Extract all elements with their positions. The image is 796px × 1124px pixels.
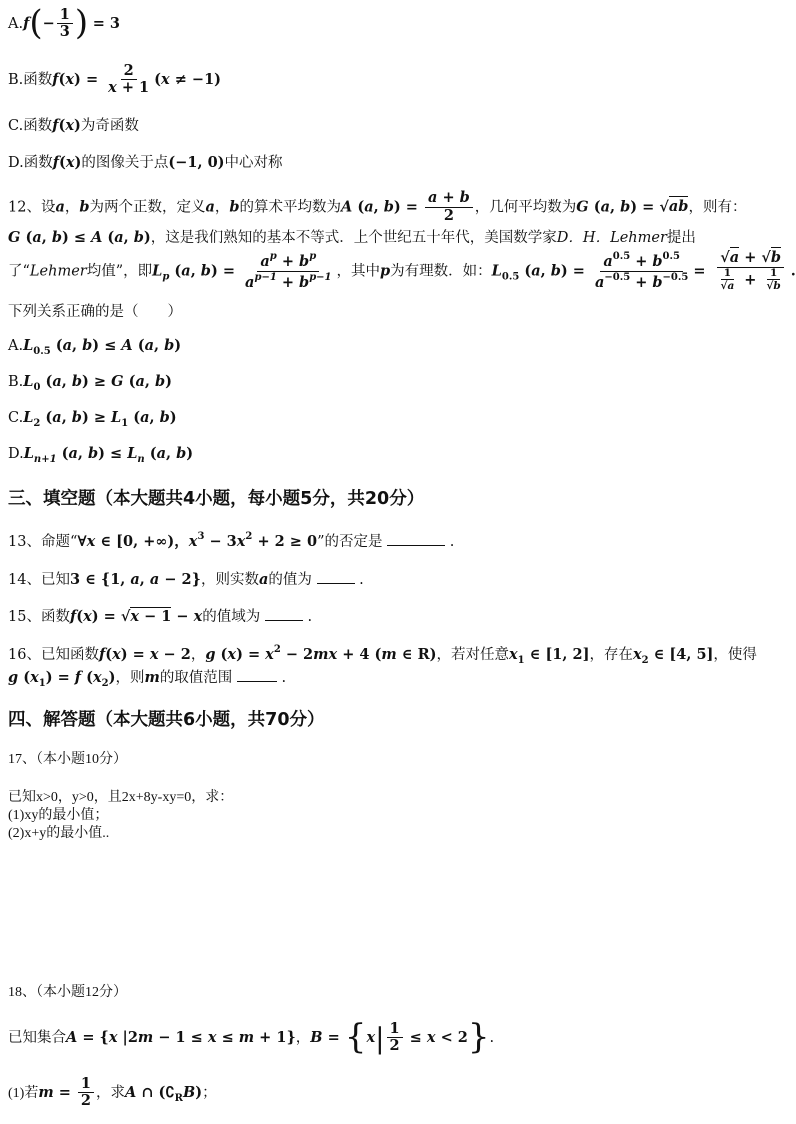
- q18-part-1: (1)若m = $\frac{1}{2}$ ，求A ∩ $(∁_RB)$；: [8, 1075, 217, 1109]
- fraction: $\frac{2}{x + 1}$: [108, 62, 150, 96]
- q11-option-b: B.函数f(x) = $\frac{2}{x + 1}$ (x ≠ −1): [8, 62, 222, 96]
- fraction: $\frac{1}{2}$: [387, 1021, 403, 1055]
- section-heading: 三、填空题（本大题共4小题，每小题5分，共20分）: [8, 489, 425, 509]
- answer-blank[interactable]: [237, 669, 277, 682]
- q14: 14、已知3 ∈ {1, a, a − 2}，则实数a的值为 .: [8, 571, 364, 588]
- q18-statement: 已知集合A = {x |2m − 1 ≤ x ≤ m + 1}，B = {x| $\frac{1}{2}$ ≤ x < 2}.: [8, 1017, 495, 1057]
- q12-prompt: 下列关系正确的是（ ）: [8, 304, 182, 320]
- q15: 15、函数f(x) = √x − 1 − x的值域为 .: [8, 608, 313, 625]
- q11-option-a: A.f(− $\frac{1}{3}$ ) = 3: [8, 3, 121, 43]
- fraction: √a + √b $\frac{1}{√a}$ + $\frac{1}{√b}$: [713, 250, 789, 293]
- q18-header: 18、（本小题12分）: [8, 985, 127, 1000]
- q12-option-a: $A.L_{0.5}$ (a, b) ≤ A (a, b): [8, 337, 182, 357]
- q11-option-d: D.函数f(x)的图像关于点(−1, 0)中心对称: [8, 154, 283, 171]
- fraction: $\frac{1}{3}$: [57, 7, 73, 41]
- fraction: $\frac{a^{0.5} + b^{0.5}}{a^{-0.5} + b^{-0.5}}$: [594, 250, 689, 291]
- option-label: A.: [8, 16, 24, 32]
- q12-line-1: 12、设a，b为两个正数，定义a，b的算术平均数为A (a, b) = $\frac{a + b}{2}$ ，几何平均数为G (a, b) = √ab，则有：: [8, 189, 747, 224]
- q17-line-2: (1)xy的最小值；: [8, 808, 109, 823]
- q11-option-c: C.函数f(x)为奇函数: [8, 117, 139, 134]
- section-heading: 四、解答题（本大题共6小题，共70分）: [8, 710, 325, 730]
- answer-blank[interactable]: [317, 571, 355, 584]
- q12-line-3: 了“Lehmer均值”，即$L_p$ (a, b) = $\frac{a^p + b^p}{a^{p-1} + b^{p-1}}$ ，其中p为有理数．如：$L_{0.5}$ (a, b) = $\frac{a^{0.5} + b^{0.5}}{a^{-0.5} + b^{-0.5}}$ = √a + √b $\frac{1}{√a}$ + $\frac{1}{√b}$ .: [8, 249, 796, 293]
- q16-line-2: g $(x_1) = f$ $(x_2)$，则m的取值范围 .: [8, 669, 287, 689]
- q12-option-d: $D.L_{n+1}$ (a, $b) \le L_n$ (a, b): [8, 445, 194, 465]
- q17-line-3: (2)x+y的最小值..: [8, 826, 110, 841]
- q17-header: 17、（本小题10分）: [8, 752, 127, 767]
- fraction: $\frac{a + b}{2}$: [425, 190, 473, 225]
- q17-line-1: 已知x>0，y>0，且2x+8y-xy=0，求：: [8, 790, 234, 805]
- fraction: $\frac{1}{2}$: [78, 1076, 94, 1110]
- q16-line-1: 16、已知函数f(x) = x − 2，g $(x) = x^2 - 2mx + 4$ (m ∈ R)，若对任意$x_1$ ∈ [1, 2]，存在$x_2$ ∈ [4, 5]，使得: [8, 644, 757, 666]
- answer-blank[interactable]: [265, 608, 303, 621]
- q12-option-b: $B.L_0$ (a, b) ≥ G (a, b): [8, 373, 172, 393]
- q13: 13、命题“∀x ∈ [0, +∞)，$x^3 - 3x^2 + 2 \ge 0$”的否定是 .: [8, 531, 455, 550]
- answer-blank[interactable]: [387, 533, 445, 546]
- q12-line-2: G (a, b) ≤ A (a, b)，这是我们熟知的基本不等式．上个世纪五十年代，美国数学家D．H．Lehmer提出: [8, 229, 696, 246]
- q12-option-c: $C.L_2$ (a, $b) \ge L_1$ (a, b): [8, 409, 177, 429]
- fraction: $\frac{a^p + b^p}{a^{p-1} + b^{p-1}}$: [245, 250, 332, 291]
